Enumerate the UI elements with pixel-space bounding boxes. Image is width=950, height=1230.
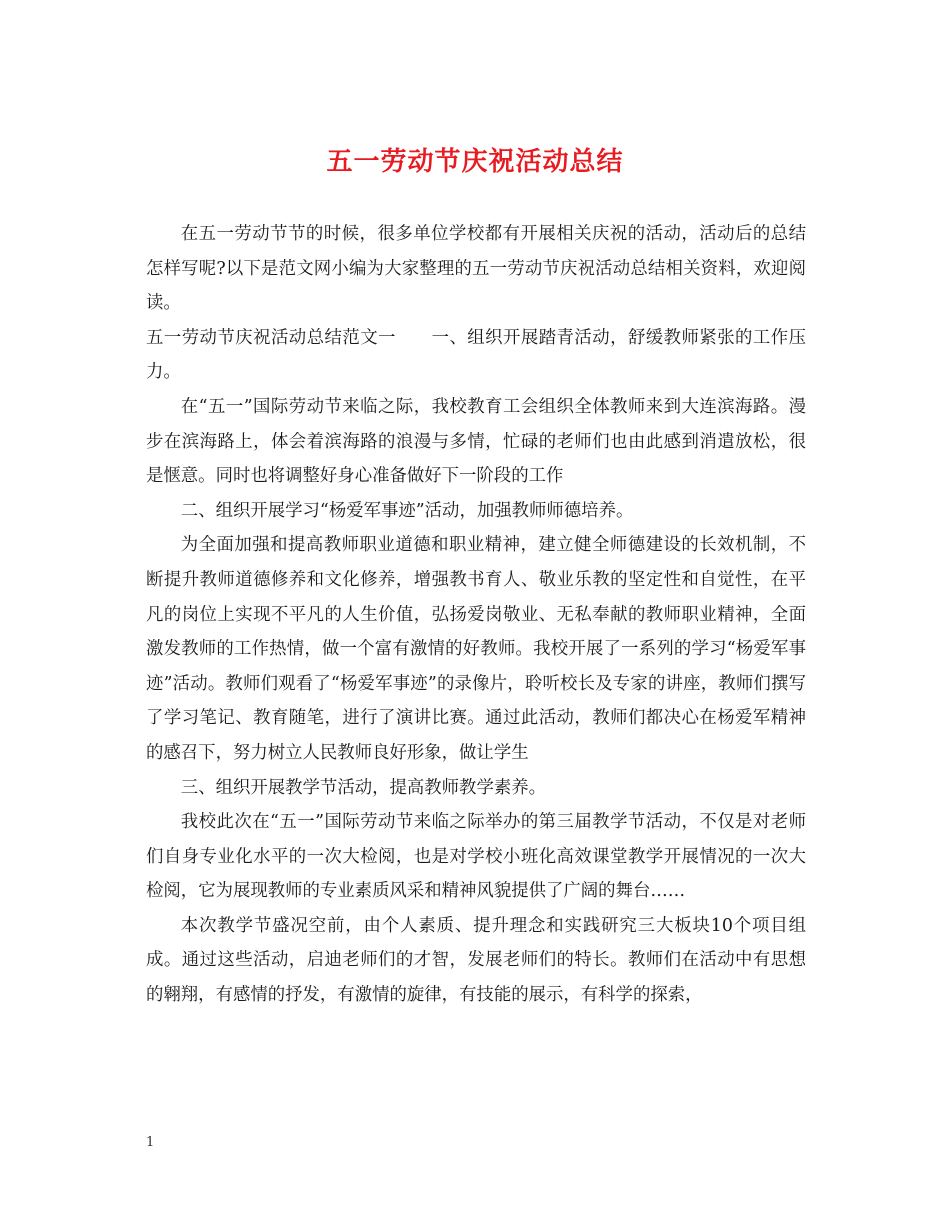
document-title: 五一劳动节庆祝活动总结 — [326, 147, 624, 177]
section-heading-paragraph: 五一劳动节庆祝活动总结范文一 一、组织开展踏青活动，舒缓教师紧张的工作压力。 — [146, 327, 806, 383]
intro-paragraph: 在五一劳动节节的时候，很多单位学校都有开展相关庆祝的活动，活动后的总结怎样写呢?以下是范文网小编为大家整理的五一劳动节庆祝活动总结相关资料，欢迎阅读。 — [146, 224, 806, 314]
page-number: 1 — [146, 1135, 155, 1150]
section-heading-paragraph: 二、组织开展学习“杨爱军事迹”活动，加强教师师德培养。 — [180, 500, 634, 521]
body-paragraph: 我校此次在“五一”国际劳动节来临之际举办的第三届教学节活动，不仅是对老师们自身专业化水平的一次大检阅，也是对学校小班化高效课堂教学开展情况的一次大检阅，它为展现教师的专业素质风采和精神风貌提供了广阔的舞台…… — [146, 812, 806, 902]
section-heading-paragraph: 三、组织开展教学节活动，提高教师教学素养。 — [180, 777, 547, 798]
body-paragraph: 在“五一”国际劳动节来临之际，我校教育工会组织全体教师来到大连滨海路。漫步在滨海路上，体会着滨海路的浪漫与多情，忙碌的老师们也由此感到消遣放松，很是惬意。同时也将调整好身心准备做好下一阶段的工作 — [146, 396, 806, 487]
body-paragraph: 本次教学节盛况空前，由个人素质、提升理念和实践研究三大板块10个项目组成。通过这些活动，启迪老师们的才智，发展老师们的特长。教师们在活动中有思想的翱翔，有感情的抒发，有激情的旋律，有技能的展示，有科学的探索， — [146, 915, 806, 1006]
body-paragraph: 为全面加强和提高教师职业道德和职业精神，建立健全师德建设的长效机制，不断提升教师道德修养和文化修养，增强教书育人、敬业乐教的坚定性和自觉性，在平凡的岗位上实现不平凡的人生价值，弘扬爱岗敬业、无私奉献的教师职业精神，全面激发教师的工作热情，做一个富有激情的好教师。我校开展了一系列的学习“杨爱军事迹”活动。教师们观看了“杨爱军事迹”的录像片，聆听校长及专家的讲座，教师们撰写了学习笔记、教育随笔，进行了演讲比赛。通过此活动，教师们都决心在杨爱军精神的感召下，努力树立人民教师良好形象，做让学生 — [146, 535, 806, 763]
document-body — [146, 217, 806, 1013]
